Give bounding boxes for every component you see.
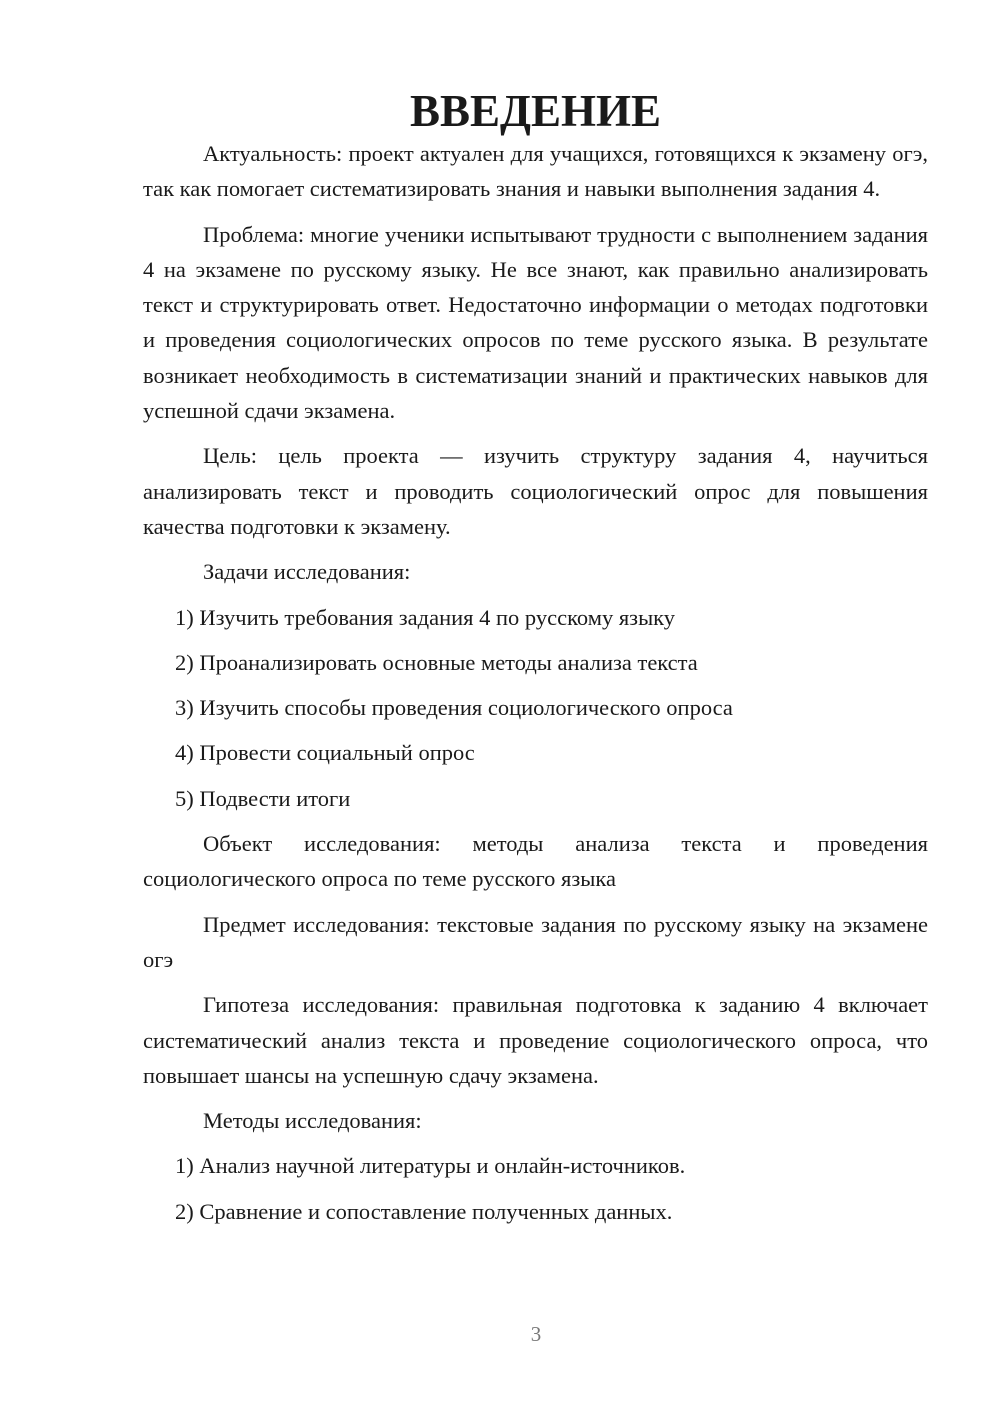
tasks-heading: Задачи исследования: bbox=[203, 559, 411, 585]
hypothesis-paragraph: Гипотеза исследования: правильная подготовка к заданию 4 включает систематический анализ текста и проведение социологического опроса, что повышает шансы на успешную сдачу экзамена. bbox=[143, 992, 928, 1088]
list-item: 2) Проанализировать основные методы анализа текста bbox=[175, 649, 698, 675]
list-item: 4) Провести социальный опрос bbox=[175, 740, 475, 766]
list-item: 5) Подвести итоги bbox=[175, 785, 351, 811]
relevance-paragraph: Актуальность: проект актуален для учащихся, готовящихся к экзамену огэ, так как помогает систематизировать знания и навыки выполнения задания 4. bbox=[143, 141, 928, 202]
list-item: 1) Изучить требования задания 4 по русскому языку bbox=[175, 604, 676, 630]
subject-paragraph: Предмет исследования: текстовые задания по русскому языку на экзамене огэ bbox=[143, 911, 928, 972]
list-item: 2) Сравнение и сопоставление полученных данных. bbox=[175, 1198, 673, 1224]
object-paragraph: Объект исследования: методы анализа текста и проведения социологического опроса по теме русского языка bbox=[143, 831, 928, 892]
tasks-list bbox=[143, 600, 928, 816]
methods-list bbox=[143, 1148, 928, 1229]
goal-paragraph: Цель: цель проекта — изучить структуру задания 4, научиться анализировать текст и проводить социологический опрос для повышения качества подготовки к экзамену. bbox=[143, 443, 928, 539]
page-content bbox=[143, 86, 928, 1239]
problem-paragraph: Проблема: многие ученики испытывают трудности с выполнением задания 4 на экзамене по русскому языку. Не все знают, как правильно анализировать текст и структурировать ответ. Недостаточно информации о методах подготовки и проведения социологических опросов по теме русского языка. В результате возникает необходимость в систематизации знаний и практических навыков для успешной сдачи экзамена. bbox=[143, 221, 928, 424]
page-number: 3 bbox=[530, 1322, 542, 1346]
methods-heading: Методы исследования: bbox=[203, 1108, 422, 1134]
section-title: ВВЕДЕНИЕ bbox=[409, 86, 662, 136]
list-item: 1) Анализ научной литературы и онлайн-источников. bbox=[175, 1153, 686, 1179]
list-item: 3) Изучить способы проведения социологического опроса bbox=[175, 695, 733, 721]
